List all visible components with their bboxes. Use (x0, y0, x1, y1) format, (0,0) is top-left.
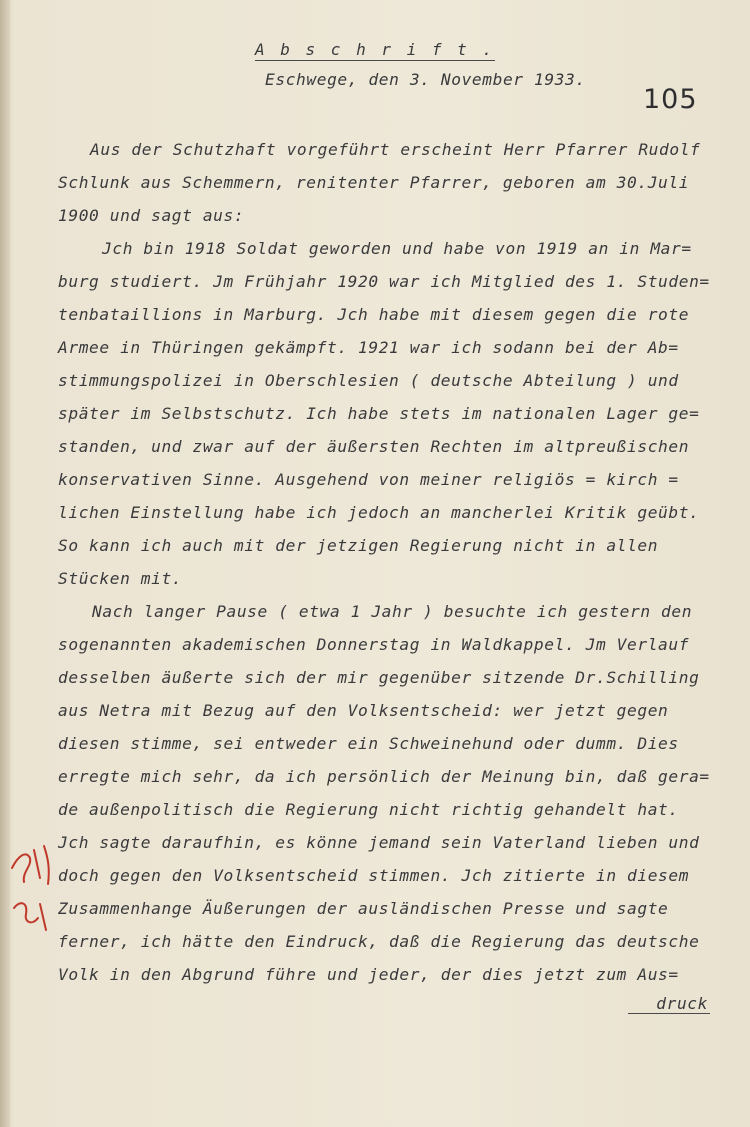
catchword: druck (628, 994, 710, 1014)
body-line: doch gegen den Volksentscheid stimmen. Jch zitierte in diesem (58, 866, 690, 885)
body-line: 1900 und sagt aus: (58, 206, 245, 225)
body-line: So kann ich auch mit der jetzigen Regierung nicht in allen (58, 536, 659, 555)
body-line: Jch sagte daraufhin, es könne jemand sein Vaterland lieben und (58, 833, 700, 852)
folio-number: 105 (643, 84, 698, 115)
body-line: Aus der Schutzhaft vorgeführt erscheint Herr Pfarrer Rudolf (90, 140, 701, 159)
body-line: Armee in Thüringen gekämpft. 1921 war ich sodann bei der Ab= (58, 338, 679, 357)
body-line: de außenpolitisch die Regierung nicht richtig gehandelt hat. (58, 800, 679, 819)
body-line: stimmungspolizei in Oberschlesien ( deutsche Abteilung ) und (58, 371, 679, 390)
body-line: Volk in den Abgrund führe und jeder, der dies jetzt zum Aus= (58, 965, 679, 984)
body-line: Schlunk aus Schemmern, renitenter Pfarrer, geboren am 30.Juli (58, 173, 690, 192)
body-line: sogenannten akademischen Donnerstag in Waldkappel. Jm Verlauf (58, 635, 690, 654)
body-line: Nach langer Pause ( etwa 1 Jahr ) besuchte ich gestern den (92, 602, 693, 621)
body-line: burg studiert. Jm Frühjahr 1920 war ich Mitglied des 1. Studen= (58, 272, 710, 291)
body-line: später im Selbstschutz. Ich habe stets im nationalen Lager ge= (58, 404, 700, 423)
body-line: ferner, ich hätte den Eindruck, daß die Regierung das deutsche (58, 932, 700, 951)
body-line: erregte mich sehr, da ich persönlich der Meinung bin, daß gera= (58, 767, 710, 786)
body-line: diesen stimme, sei entweder ein Schweinehund oder dumm. Dies (58, 734, 679, 753)
pencil-marginalia-mark (4, 838, 64, 948)
body-line: tenbataillions in Marburg. Jch habe mit diesem gegen die rote (58, 305, 690, 324)
body-line: Jch bin 1918 Soldat geworden und habe von 1919 an in Mar= (102, 239, 692, 258)
page-binding-edge (0, 0, 10, 1127)
body-line: Zusammenhange Äußerungen der ausländischen Presse und sagte (58, 899, 669, 918)
body-line: lichen Einstellung habe ich jedoch an mancherlei Kritik geübt. (58, 503, 700, 522)
body-line: Stücken mit. (58, 569, 183, 588)
body-line: standen, und zwar auf der äußersten Rechten im altpreußischen (58, 437, 690, 456)
body-line: konservativen Sinne. Ausgehend von meiner religiös = kirch = (58, 470, 679, 489)
document-title: A b s c h r i f t . (255, 40, 496, 59)
dateline: Eschwege, den 3. November 1933. (265, 70, 586, 89)
body-line: desselben äußerte sich der mir gegenüber sitzende Dr.Schilling (58, 668, 700, 687)
body-line: aus Netra mit Bezug auf den Volksentscheid: wer jetzt gegen (58, 701, 669, 720)
